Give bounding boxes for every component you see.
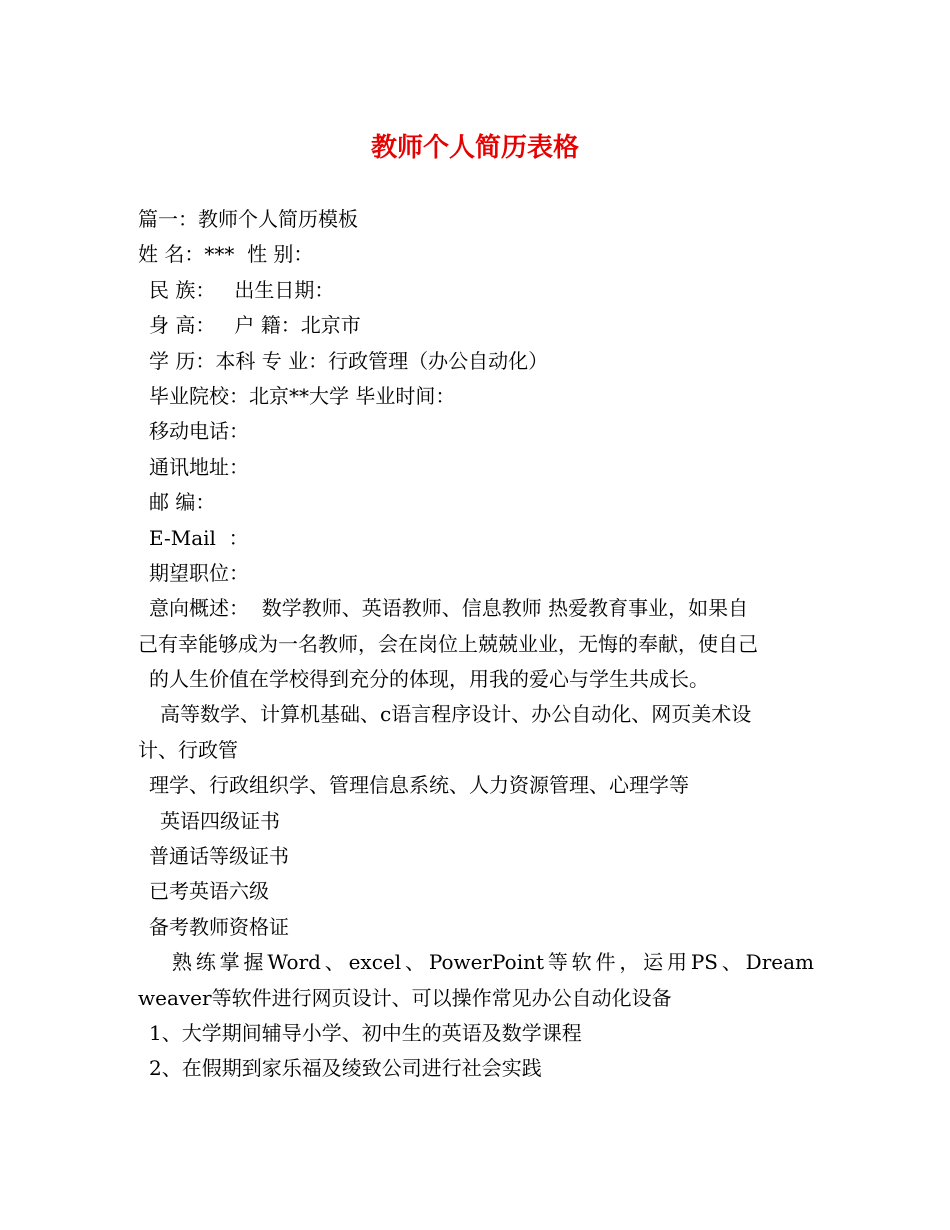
- document-body: [138, 202, 818, 1087]
- height-residence-line: 身 高： 户 籍：北京市: [149, 313, 361, 338]
- postcode-line: 邮 编：: [149, 490, 216, 515]
- intention-continuation-line: 己有幸能够成为一名教师，会在岗位上兢兢业业，无悔的奉献，使自己: [138, 631, 758, 656]
- skills-line: [138, 945, 818, 980]
- desired-position-line: 期望职位：: [149, 560, 249, 585]
- courses-line: 高等数学、计算机基础、c语言程序设计、办公自动化、网页美术设: [160, 702, 752, 727]
- name-gender-line: 姓 名：*** 性 别：: [138, 242, 314, 267]
- courses-continuation-line: 计、行政管: [138, 737, 238, 762]
- courses-end-line: 理学、行政组织学、管理信息系统、人力资源管理、心理学等: [149, 773, 689, 798]
- address-line: 通讯地址：: [149, 454, 249, 479]
- email-line: E-Mail ：: [149, 525, 249, 550]
- intention-line: 意向概述： 数学教师、英语教师、信息教师 热爱教育事业，如果自: [149, 596, 749, 621]
- mobile-line: 移动电话：: [149, 419, 249, 444]
- certificate-line: 已考英语六级: [149, 879, 269, 904]
- certificate-line: 普通话等级证书: [149, 844, 289, 869]
- certificate-line: 英语四级证书: [160, 808, 280, 833]
- skills-line-text: 熟练掌握Word、excel、PowerPoint等软件，运用PS、Dream: [172, 950, 814, 975]
- experience-item: 1、大学期间辅导小学、初中生的英语及数学课程: [149, 1020, 582, 1045]
- school-graduation-line: 毕业院校：北京**大学 毕业时间：: [149, 383, 456, 408]
- certificate-line: 备考教师资格证: [149, 914, 289, 939]
- document-title: 教师个人简历表格: [370, 133, 579, 163]
- section-heading: 篇一：教师个人简历模板: [138, 207, 358, 231]
- skills-continuation-line: weaver等软件进行网页设计、可以操作常见办公自动化设备: [138, 985, 672, 1010]
- intention-end-line: 的人生价值在学校得到充分的体现，用我的爱心与学生共成长。: [149, 667, 709, 692]
- education-major-line: 学 历：本科 专 业：行政管理（办公自动化）: [149, 348, 549, 373]
- ethnicity-birthdate-line: 民 族： 出生日期：: [149, 277, 335, 302]
- experience-item: 2、在假期到家乐福及绫致公司进行社会实践: [149, 1056, 542, 1081]
